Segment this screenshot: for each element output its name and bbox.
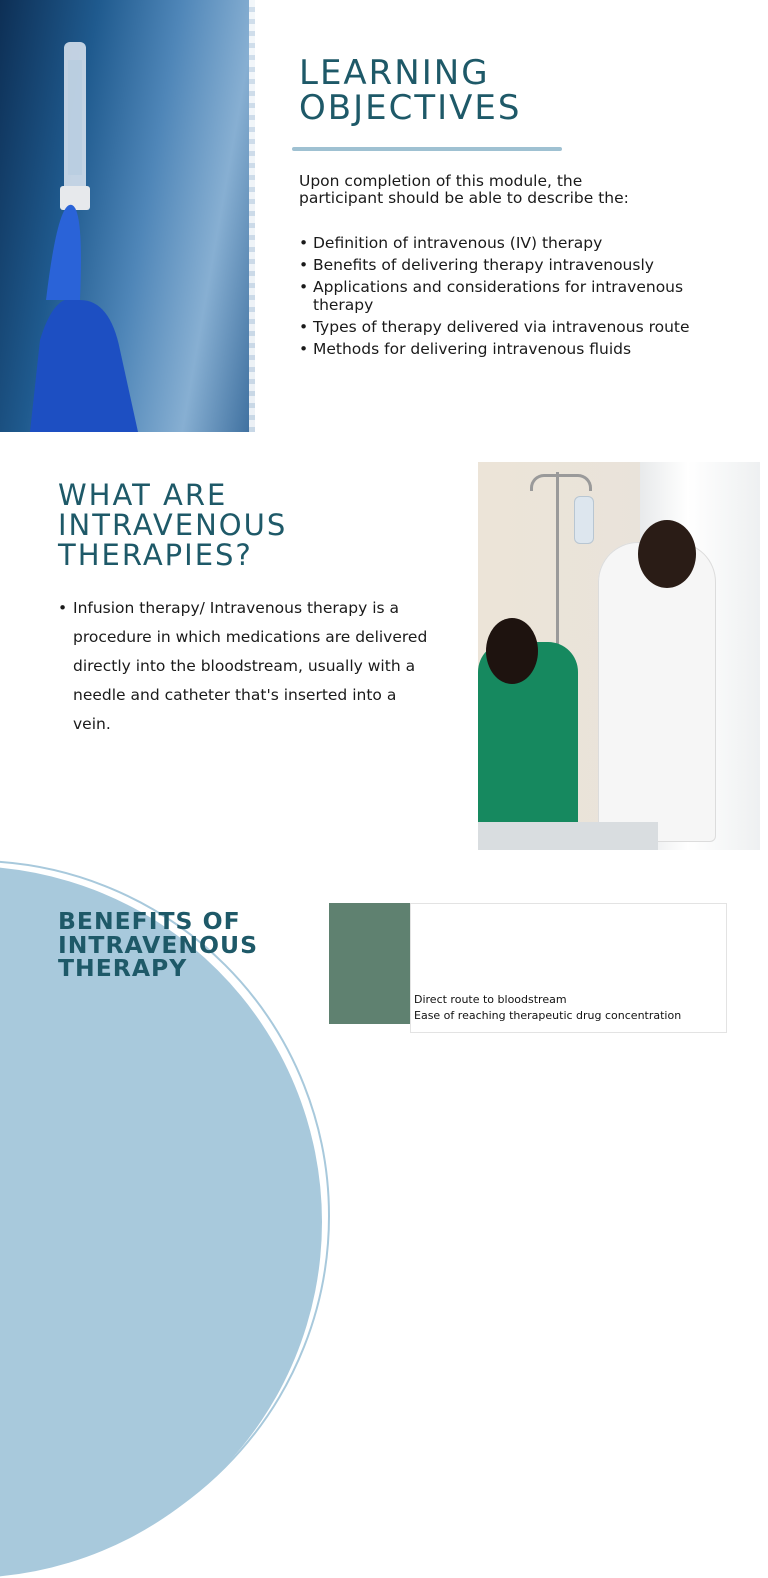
objectives-intro: Upon completion of this module, the participant should be able to describe the: <box>299 172 629 207</box>
list-item: • Applications and considerations for intravenous therapy <box>299 278 719 314</box>
benefits-list <box>414 992 724 1024</box>
list-item: • Methods for delivering intravenous fluids <box>299 340 719 358</box>
patient-head <box>486 618 538 684</box>
bed-rail <box>478 822 658 850</box>
list-item: • Benefits of delivering therapy intravenously <box>299 256 719 274</box>
title-underline <box>292 147 562 151</box>
nurse-patient-photo <box>478 462 760 850</box>
iv-bag <box>574 496 594 544</box>
list-item: Ease of reaching therapeutic drug concentration <box>414 1009 682 1022</box>
syringe-photo <box>0 0 255 432</box>
nurse-head <box>638 520 696 588</box>
benefits-title: BENEFITS OF INTRAVENOUS THERAPY <box>58 907 259 982</box>
list-item: • Types of therapy delivered via intravenous route <box>299 318 719 336</box>
torn-edge <box>249 0 255 432</box>
what-are-iv-therapies-title: WHAT ARE INTRAVENOUS THERAPIES? <box>58 478 288 572</box>
green-accent-block <box>329 903 410 1024</box>
list-item: • Definition of intravenous (IV) therapy <box>299 234 719 252</box>
learning-objectives-title: LEARNING OBJECTIVES <box>299 53 522 128</box>
list-item: • Infusion therapy/ Intravenous therapy is a procedure in which medications are delivered directly into the bloodstream, usually with a needle and catheter that's inserted into a vein. <box>58 594 428 739</box>
iv-pole-hook <box>530 474 592 491</box>
syringe-illustration <box>0 0 255 432</box>
objectives-list <box>299 234 719 362</box>
definition-list <box>58 594 428 739</box>
nurse-figure <box>598 542 716 842</box>
list-item: Direct route to bloodstream <box>414 993 567 1006</box>
